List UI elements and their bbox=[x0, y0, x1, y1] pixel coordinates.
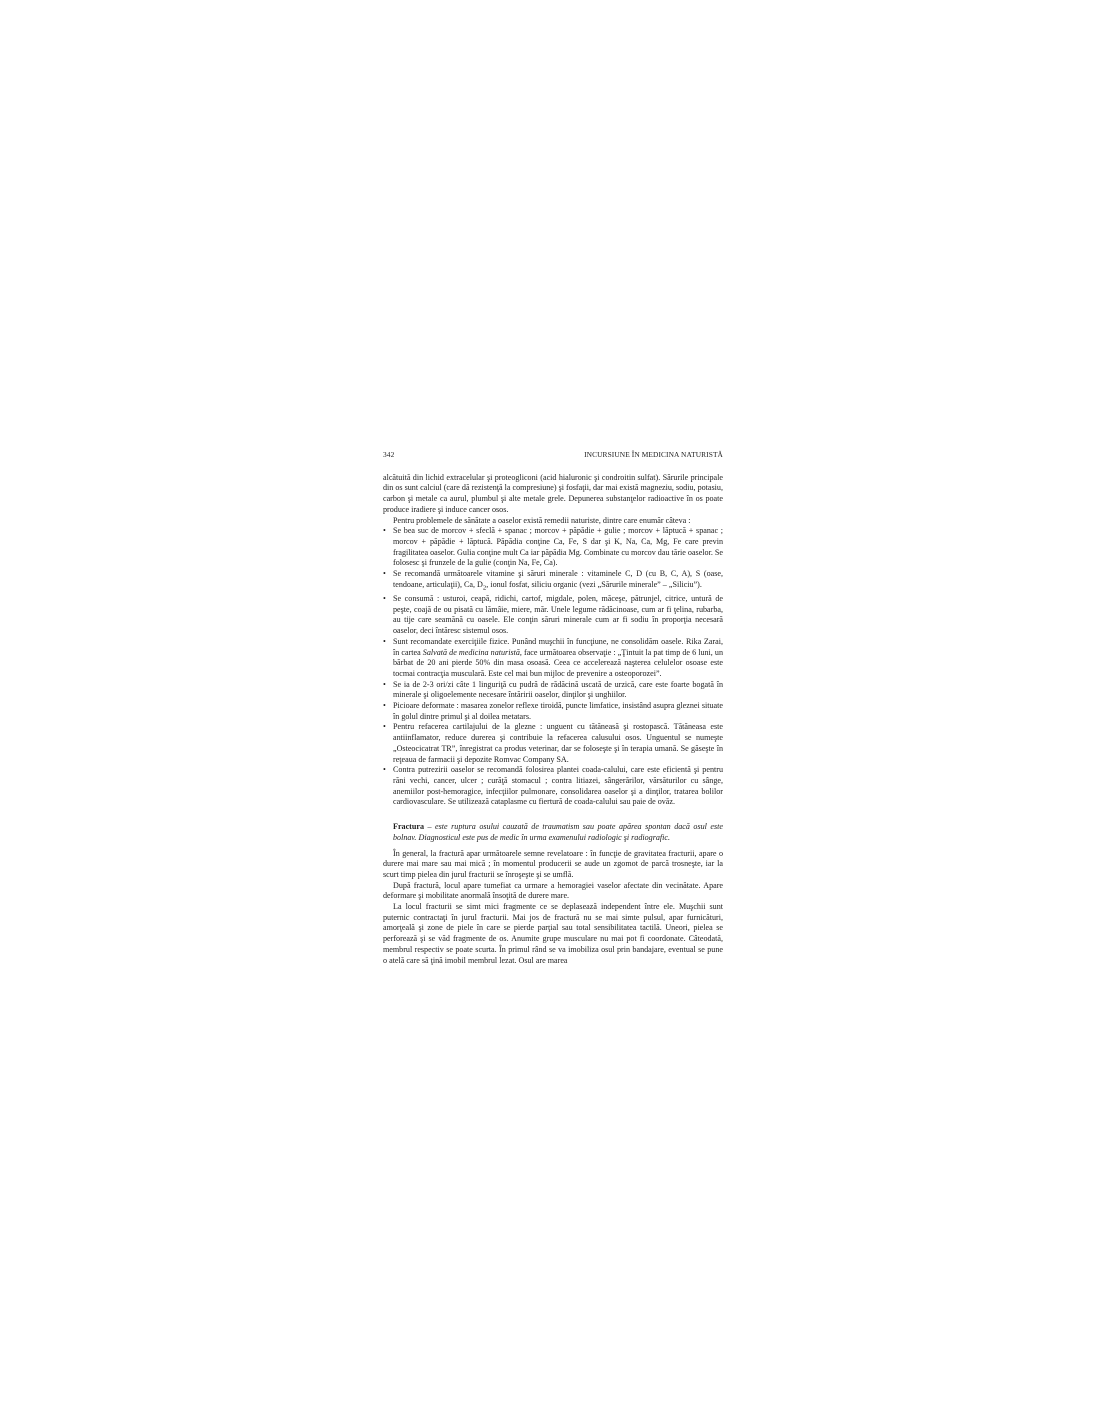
running-header bbox=[383, 450, 723, 461]
definition-text: este ruptura osului cauzată de traumatism sau poate apărea spontan dacă osul este bolnav. Diagnosticul este pus de medic în urma examenului radiologic şi radiografic. bbox=[393, 822, 723, 842]
list-item-text: , face următoarea observaţie : „Ţintuit la pat timp de 6 luni, un bărbat de 20 ani pierde 50% din masa osoasă. Ceea ce accelerează naşterea celulelor osoase este tocmai contracţia musculară. Este cel mai bun mijloc de prevenire a osteoporozei”. bbox=[393, 647, 724, 678]
remedies-list bbox=[383, 526, 723, 808]
book-page bbox=[383, 450, 723, 966]
running-title: INCURSIUNE ÎN MEDICINA NATURISTĂ bbox=[584, 450, 723, 459]
book-title: Salvată de medicina naturistă bbox=[422, 647, 520, 657]
list-item-text: Contra putrezirii oaselor se recomandă folosirea plantei coada-calului, care este eficientă şi pentru răni vechi, cancer, ulcer ; curăţă stomacul ; contra litiazei, sângerărilor, vărsăturilor cu sânge, anemiilor post-hemoragice, infecţiilor pulmonare, consolidarea oaselor şi a dinţilor, tratarea bolilor cardiovasculare. Se utilizează cataplasme cu fiertură de coada-calului sau paie de ovăz. bbox=[393, 765, 723, 807]
list-item-text: , ionul fosfat, siliciu organic (vezi „Sărurile minerale” – „Siliciu”). bbox=[486, 579, 702, 589]
remedies-intro: Pentru problemele de sănătate a oaselor există remedii naturiste, dintre care enumăr câteva : bbox=[393, 515, 691, 525]
bullet-icon: • bbox=[383, 679, 386, 689]
page-number: 342 bbox=[383, 450, 395, 459]
bullet-icon: • bbox=[383, 765, 386, 775]
list-item bbox=[383, 680, 723, 701]
body-paragraph: La locul fracturii se simt mici fragmente ce se deplasează independent între ele. Muşchii sunt puternic contractaţi în jurul fracturii. Mai jos de fractură nu se mai simte pulsul, apar furnicături, amorţeală şi zone de piele în care se pierde parţial sau total sensibilitatea tactilă. Uneori, pielea se perforează şi se văd fragmente de os. Anumite grupe musculare nu mai pot fi coordonate. Câteodată, membrul respectiv se poate scurta. În primul rând se va imobiliza osul prin bandajare, eventual se pune o atelă care să ţină imobil membrul lezat. Osul are marea bbox=[383, 902, 723, 965]
list-item-text: Sunt recomandate exerciţiile fizice. Punând muşchii în funcţiune, ne consolidăm oasele. Rika Zarai, în cartea bbox=[393, 636, 723, 657]
list-item bbox=[383, 722, 723, 765]
body-paragraph: După fractură, locul apare tumefiat ca urmare a hemoragiei vaselor afectate din vecinătate. Apare deformare şi mobilitate anormală însoţită de durere mare. bbox=[383, 880, 723, 901]
bullet-icon: • bbox=[383, 636, 386, 646]
list-item bbox=[383, 637, 723, 680]
list-item bbox=[383, 526, 723, 569]
definition-dash: – bbox=[424, 822, 436, 832]
list-item-text: Se bea suc de morcov + sfeclă + spanac ; morcov + păpădie + gulie ; morcov + lăptucă + spanac ; morcov + păpădie + lăptucă. Păpădia conţine Ca, Fe, S dar şi K, Na, Ca, Mg, Fe care previn fragilitatea oaselor. Gulia conţine mult Ca iar păpădia Mg. Combinate cu morcov dau tărie oaselor. Se folosesc şi frunzele de la gulie (conţin Na, Fe, Ca). bbox=[393, 526, 723, 568]
bullet-icon: • bbox=[383, 569, 386, 579]
list-item bbox=[383, 701, 723, 722]
bullet-icon: • bbox=[383, 722, 386, 732]
bullet-icon: • bbox=[383, 526, 386, 536]
list-item bbox=[383, 594, 723, 637]
list-item-text: Se ia de 2-3 ori/zi câte 1 linguriţă cu pudră de rădăcină uscată de urzică, care este foarte bogată în minerale şi oligoelemente necesare întăririi oaselor, dinţilor şi unghiilor. bbox=[393, 679, 723, 700]
list-item-text: Pentru refacerea cartilajului de la glezne : unguent cu tătăneasă şi rostopască. Tătăneasa este antiinflamator, reduce durerea şi contribuie la refacerea calusului osos. Unguentul se numeşte „Osteocicatrat TR”, înregistrat ca produs veterinar, dar se foloseşte şi în terapia umană. Se găseşte în reţeaua de farmacii şi depozite Romvac Company SA. bbox=[393, 722, 723, 764]
list-item-text: Se recomandă următoarele vitamine şi săruri minerale : vitaminele C, D (cu B, C, A), S (oase, tendoane, articulaţii), Ca, D bbox=[393, 569, 723, 589]
bullet-icon: • bbox=[383, 701, 386, 711]
fracture-definition bbox=[393, 822, 723, 843]
intro-paragraph: alcătuită din lichid extracelular şi proteogliconi (acid hialuronic şi condroitin sulfat). Sărurile principale din os sunt calciul (care dă rezistenţă la compresiune) şi fosfaţii, dar mai există magneziu, sodiu, potasiu, carbon şi metale ca aurul, plumbul şi alte metale grele. Depunerea substanţelor radioactive în os poate produce iradiere şi induce cancer osos. bbox=[383, 472, 723, 514]
list-item-text: Se consumă : usturoi, ceapă, ridichi, cartof, migdale, polen, măceşe, pătrunjel, citrice, untură de peşte, coajă de ou pisată cu lămâie, miere, măr. Unele legume rădăcinoase, cum ar fi ţelina, rubarba, au tije care seamănă cu oasele. Ele conţin săruri minerale cum ar fi sodiu în proporţia necesară oaselor, deci întăresc sistemul osos. bbox=[393, 594, 723, 636]
list-item-text: Picioare deformate : masarea zonelor reflexe tiroidă, puncte limfatice, insistând asupra gleznei situate în golul dintre primul şi al doilea metatars. bbox=[393, 701, 723, 721]
subscript: 2 bbox=[482, 584, 487, 592]
list-item bbox=[383, 765, 723, 808]
body-paragraph: În general, la fractură apar următoarele semne revelatoare : în funcţie de gravitatea fracturii, apare o durere mai mare sau mai mică ; în momentul producerii se aude un zgomot de parcă trosneşte, iar la scurt timp pielea din jurul fracturii se înroşeşte şi se umflă. bbox=[383, 848, 723, 879]
definition-term: Fractura bbox=[393, 822, 425, 832]
list-item bbox=[383, 569, 723, 594]
bullet-icon: • bbox=[383, 594, 386, 604]
